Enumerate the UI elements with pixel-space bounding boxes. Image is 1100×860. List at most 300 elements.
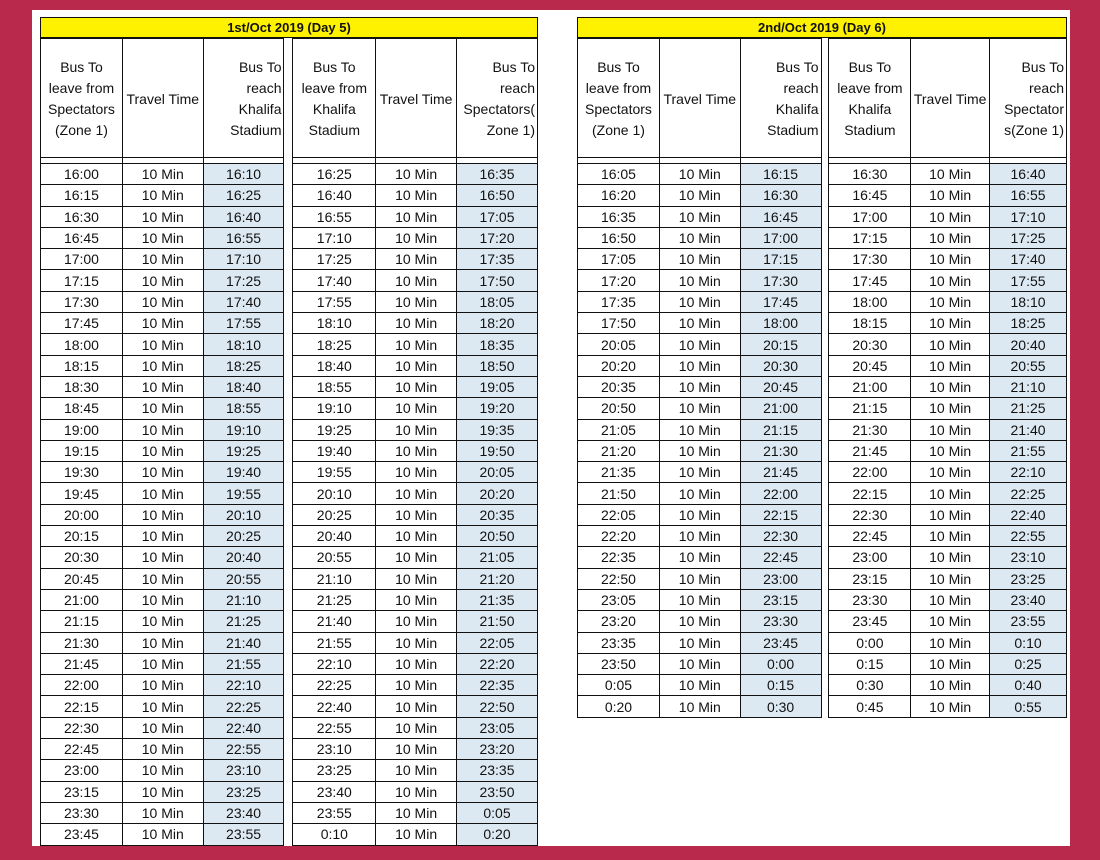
return-travel-time: 10 Min: [911, 504, 990, 525]
outbound-depart-time: 22:45: [41, 739, 123, 760]
table-row: [41, 462, 538, 483]
table-row: [41, 653, 538, 674]
outbound-arrive-time: 16:30: [740, 185, 821, 206]
return-arrive-time: 0:10: [990, 632, 1067, 653]
outbound-travel-time: 10 Min: [659, 313, 740, 334]
outbound-depart-time: 16:30: [41, 206, 123, 227]
outbound-travel-time: 10 Min: [122, 291, 203, 312]
outbound-arrive-time: 0:15: [740, 675, 821, 696]
outbound-depart-time: 19:45: [41, 483, 123, 504]
return-travel-time: 10 Min: [376, 802, 457, 823]
return-depart-time: 17:25: [293, 249, 376, 270]
outbound-depart-time: 20:35: [578, 376, 660, 397]
table-row: [578, 483, 1067, 504]
return-travel-time: 10 Min: [376, 717, 457, 738]
table-row: [41, 760, 538, 781]
return-arrive-time: 0:25: [990, 653, 1067, 674]
return-depart-time: 0:45: [829, 696, 911, 717]
return-depart-time: 21:15: [829, 398, 911, 419]
return-arrive-time: 18:10: [990, 291, 1067, 312]
column-gap: [821, 526, 829, 547]
outbound-depart-time: 18:45: [41, 398, 123, 419]
return-depart-time: 19:25: [293, 419, 376, 440]
return-depart-time: 23:15: [829, 568, 911, 589]
outbound-travel-time: 10 Min: [659, 696, 740, 717]
outbound-arrive-time: 21:45: [740, 462, 821, 483]
outbound-depart-time: 17:45: [41, 313, 123, 334]
return-arrive-time: 22:05: [456, 632, 537, 653]
return-arrive-time: 22:50: [456, 696, 537, 717]
header-depart-stadium: Bus To leave from Khalifa Stadium: [293, 39, 376, 158]
column-gap: [284, 483, 293, 504]
table-row: [41, 526, 538, 547]
return-arrive-time: 19:35: [456, 419, 537, 440]
return-depart-time: 18:25: [293, 334, 376, 355]
outbound-depart-time: 16:20: [578, 185, 660, 206]
return-depart-time: 18:55: [293, 376, 376, 397]
return-travel-time: 10 Min: [911, 355, 990, 376]
outbound-depart-time: 22:50: [578, 568, 660, 589]
column-gap: [284, 653, 293, 674]
outbound-travel-time: 10 Min: [122, 568, 203, 589]
outbound-arrive-time: 21:00: [740, 398, 821, 419]
outbound-travel-time: 10 Min: [659, 504, 740, 525]
outbound-travel-time: 10 Min: [659, 568, 740, 589]
outbound-depart-time: 0:05: [578, 675, 660, 696]
table-row: [578, 440, 1067, 461]
return-travel-time: 10 Min: [376, 462, 457, 483]
return-travel-time: 10 Min: [376, 376, 457, 397]
return-arrive-time: 21:40: [990, 419, 1067, 440]
return-arrive-time: 22:20: [456, 653, 537, 674]
table-row: [41, 824, 538, 845]
column-gap: [284, 568, 293, 589]
outbound-travel-time: 10 Min: [122, 547, 203, 568]
outbound-travel-time: 10 Min: [122, 334, 203, 355]
return-arrive-time: 22:35: [456, 675, 537, 696]
return-depart-time: 19:55: [293, 462, 376, 483]
table-row: [578, 547, 1067, 568]
outbound-depart-time: 19:00: [41, 419, 123, 440]
outbound-depart-time: 22:30: [41, 717, 123, 738]
column-gap: [284, 589, 293, 610]
return-travel-time: 10 Min: [376, 249, 457, 270]
header-travel-time: Travel Time: [122, 39, 203, 158]
return-travel-time: 10 Min: [911, 164, 990, 185]
return-travel-time: 10 Min: [911, 291, 990, 312]
schedule-table: [577, 38, 1067, 718]
outbound-depart-time: 18:15: [41, 355, 123, 376]
return-depart-time: 23:45: [829, 611, 911, 632]
return-arrive-time: 23:40: [990, 589, 1067, 610]
column-gap: [821, 185, 829, 206]
column-gap: [284, 739, 293, 760]
column-gap: [821, 206, 829, 227]
column-gap: [284, 802, 293, 823]
outbound-depart-time: 17:20: [578, 270, 660, 291]
table-row: [41, 270, 538, 291]
outbound-travel-time: 10 Min: [659, 547, 740, 568]
table-row: [41, 164, 538, 185]
column-gap: [821, 547, 829, 568]
column-gap: [821, 440, 829, 461]
return-depart-time: 21:40: [293, 611, 376, 632]
outbound-travel-time: 10 Min: [122, 802, 203, 823]
table-row: [41, 334, 538, 355]
outbound-travel-time: 10 Min: [122, 504, 203, 525]
return-arrive-time: 16:50: [456, 185, 537, 206]
outbound-depart-time: 21:30: [41, 632, 123, 653]
header-travel-time: Travel Time: [659, 39, 740, 158]
outbound-depart-time: 17:35: [578, 291, 660, 312]
outbound-travel-time: 10 Min: [659, 355, 740, 376]
outbound-depart-time: 23:35: [578, 632, 660, 653]
return-arrive-time: 19:05: [456, 376, 537, 397]
return-arrive-time: 0:20: [456, 824, 537, 845]
outbound-travel-time: 10 Min: [659, 334, 740, 355]
outbound-depart-time: 17:00: [41, 249, 123, 270]
column-gap: [284, 355, 293, 376]
return-depart-time: 0:30: [829, 675, 911, 696]
table-row: [41, 589, 538, 610]
return-travel-time: 10 Min: [911, 376, 990, 397]
return-arrive-time: 20:35: [456, 504, 537, 525]
outbound-arrive-time: 23:30: [740, 611, 821, 632]
return-depart-time: 19:40: [293, 440, 376, 461]
return-travel-time: 10 Min: [376, 291, 457, 312]
return-depart-time: 16:55: [293, 206, 376, 227]
outbound-travel-time: 10 Min: [659, 291, 740, 312]
return-arrive-time: 16:40: [990, 164, 1067, 185]
column-gap: [284, 760, 293, 781]
column-gap: [284, 696, 293, 717]
outbound-travel-time: 10 Min: [659, 376, 740, 397]
outbound-travel-time: 10 Min: [122, 313, 203, 334]
outbound-travel-time: 10 Min: [122, 739, 203, 760]
return-travel-time: 10 Min: [911, 696, 990, 717]
return-arrive-time: 17:20: [456, 227, 537, 248]
outbound-arrive-time: 19:55: [203, 483, 284, 504]
column-gap: [284, 164, 293, 185]
header-depart-spectators: Bus To leave from Spectators (Zone 1): [578, 39, 660, 158]
outbound-arrive-time: 0:30: [740, 696, 821, 717]
return-arrive-time: 22:10: [990, 462, 1067, 483]
outbound-depart-time: 23:30: [41, 802, 123, 823]
outbound-arrive-time: 23:40: [203, 802, 284, 823]
outbound-travel-time: 10 Min: [659, 270, 740, 291]
return-travel-time: 10 Min: [376, 185, 457, 206]
return-travel-time: 10 Min: [911, 547, 990, 568]
return-arrive-time: 18:05: [456, 291, 537, 312]
return-travel-time: 10 Min: [911, 483, 990, 504]
outbound-depart-time: 16:00: [41, 164, 123, 185]
outbound-depart-time: 23:05: [578, 589, 660, 610]
outbound-travel-time: 10 Min: [659, 589, 740, 610]
return-depart-time: 20:55: [293, 547, 376, 568]
table-row: [578, 589, 1067, 610]
outbound-travel-time: 10 Min: [122, 760, 203, 781]
outbound-travel-time: 10 Min: [122, 611, 203, 632]
column-gap: [284, 717, 293, 738]
outbound-arrive-time: 21:25: [203, 611, 284, 632]
return-depart-time: 22:45: [829, 526, 911, 547]
header-reach-spectators: Bus To reach Spectators( Zone 1): [456, 39, 537, 158]
outbound-travel-time: 10 Min: [122, 589, 203, 610]
return-depart-time: 20:40: [293, 526, 376, 547]
return-arrive-time: 19:20: [456, 398, 537, 419]
outbound-travel-time: 10 Min: [659, 440, 740, 461]
header-travel-time: Travel Time: [911, 39, 990, 158]
return-arrive-time: 17:55: [990, 270, 1067, 291]
return-travel-time: 10 Min: [376, 483, 457, 504]
column-gap: [821, 227, 829, 248]
outbound-travel-time: 10 Min: [122, 781, 203, 802]
table-row: [41, 781, 538, 802]
return-travel-time: 10 Min: [376, 760, 457, 781]
table-row: [578, 632, 1067, 653]
return-arrive-time: 16:55: [990, 185, 1067, 206]
return-arrive-time: 22:55: [990, 526, 1067, 547]
outbound-arrive-time: 22:25: [203, 696, 284, 717]
return-depart-time: 0:00: [829, 632, 911, 653]
outbound-depart-time: 22:20: [578, 526, 660, 547]
outbound-travel-time: 10 Min: [659, 611, 740, 632]
outbound-depart-time: 22:35: [578, 547, 660, 568]
outbound-arrive-time: 22:40: [203, 717, 284, 738]
outbound-depart-time: 20:00: [41, 504, 123, 525]
outbound-arrive-time: 23:10: [203, 760, 284, 781]
outbound-depart-time: 21:05: [578, 419, 660, 440]
outbound-arrive-time: 17:15: [740, 249, 821, 270]
outbound-depart-time: 21:50: [578, 483, 660, 504]
return-depart-time: 17:55: [293, 291, 376, 312]
column-gap: [284, 419, 293, 440]
table-row: [41, 696, 538, 717]
column-gap: [284, 824, 293, 845]
return-depart-time: 20:25: [293, 504, 376, 525]
table-row: [578, 696, 1067, 717]
return-travel-time: 10 Min: [911, 270, 990, 291]
return-travel-time: 10 Min: [911, 675, 990, 696]
table-row: [578, 313, 1067, 334]
return-travel-time: 10 Min: [911, 227, 990, 248]
day-title: 1st/Oct 2019 (Day 5): [40, 17, 538, 38]
return-depart-time: 20:30: [829, 334, 911, 355]
outbound-depart-time: 18:00: [41, 334, 123, 355]
return-depart-time: 23:00: [829, 547, 911, 568]
outbound-arrive-time: 21:40: [203, 632, 284, 653]
outbound-travel-time: 10 Min: [122, 206, 203, 227]
outbound-depart-time: 19:15: [41, 440, 123, 461]
column-gap: [284, 675, 293, 696]
outbound-arrive-time: 17:40: [203, 291, 284, 312]
column-gap: [284, 270, 293, 291]
outbound-arrive-time: 22:55: [203, 739, 284, 760]
column-gap: [284, 462, 293, 483]
outbound-arrive-time: 20:40: [203, 547, 284, 568]
return-travel-time: 10 Min: [911, 334, 990, 355]
return-arrive-time: 0:40: [990, 675, 1067, 696]
outbound-arrive-time: 23:25: [203, 781, 284, 802]
return-depart-time: 23:30: [829, 589, 911, 610]
return-travel-time: 10 Min: [376, 653, 457, 674]
return-travel-time: 10 Min: [911, 313, 990, 334]
table-row: [578, 355, 1067, 376]
table-row: [41, 675, 538, 696]
return-arrive-time: 18:20: [456, 313, 537, 334]
outbound-arrive-time: 18:25: [203, 355, 284, 376]
outbound-arrive-time: 18:55: [203, 398, 284, 419]
outbound-depart-time: 19:30: [41, 462, 123, 483]
table-row: [578, 611, 1067, 632]
outbound-depart-time: 22:00: [41, 675, 123, 696]
return-travel-time: 10 Min: [376, 781, 457, 802]
table-row: [578, 227, 1067, 248]
outbound-travel-time: 10 Min: [122, 227, 203, 248]
table-row: [41, 291, 538, 312]
column-gap: [284, 526, 293, 547]
return-depart-time: 23:25: [293, 760, 376, 781]
column-gap: [821, 504, 829, 525]
outbound-arrive-time: 16:15: [740, 164, 821, 185]
table-row: [578, 185, 1067, 206]
outbound-depart-time: 17:30: [41, 291, 123, 312]
column-gap: [821, 632, 829, 653]
outbound-arrive-time: 22:30: [740, 526, 821, 547]
outbound-depart-time: 16:50: [578, 227, 660, 248]
column-gap: [284, 227, 293, 248]
outbound-arrive-time: 22:15: [740, 504, 821, 525]
table-row: [41, 313, 538, 334]
return-travel-time: 10 Min: [376, 589, 457, 610]
table-row: [41, 376, 538, 397]
return-depart-time: 16:40: [293, 185, 376, 206]
table-row: [41, 802, 538, 823]
return-travel-time: 10 Min: [911, 526, 990, 547]
table-row: [41, 419, 538, 440]
return-travel-time: 10 Min: [376, 313, 457, 334]
return-travel-time: 10 Min: [376, 504, 457, 525]
return-depart-time: 21:55: [293, 632, 376, 653]
outbound-travel-time: 10 Min: [122, 355, 203, 376]
table-row: [578, 675, 1067, 696]
outbound-arrive-time: 16:40: [203, 206, 284, 227]
return-travel-time: 10 Min: [376, 526, 457, 547]
outbound-arrive-time: 16:55: [203, 227, 284, 248]
outbound-travel-time: 10 Min: [122, 440, 203, 461]
return-arrive-time: 20:40: [990, 334, 1067, 355]
return-travel-time: 10 Min: [376, 440, 457, 461]
return-depart-time: 20:45: [829, 355, 911, 376]
outbound-depart-time: 20:15: [41, 526, 123, 547]
column-gap: [821, 696, 829, 717]
outbound-travel-time: 10 Min: [659, 227, 740, 248]
column-gap: [821, 653, 829, 674]
return-depart-time: 22:00: [829, 462, 911, 483]
return-travel-time: 10 Min: [911, 249, 990, 270]
return-travel-time: 10 Min: [911, 185, 990, 206]
outbound-arrive-time: 17:25: [203, 270, 284, 291]
return-depart-time: 16:30: [829, 164, 911, 185]
header-travel-time: Travel Time: [376, 39, 457, 158]
outbound-travel-time: 10 Min: [122, 398, 203, 419]
return-depart-time: 17:30: [829, 249, 911, 270]
outbound-arrive-time: 21:30: [740, 440, 821, 461]
return-depart-time: 22:10: [293, 653, 376, 674]
column-gap: [284, 313, 293, 334]
outbound-arrive-time: 19:10: [203, 419, 284, 440]
table-row: [41, 206, 538, 227]
table-row: [41, 717, 538, 738]
column-gap: [821, 419, 829, 440]
table-row: [41, 504, 538, 525]
outbound-travel-time: 10 Min: [122, 462, 203, 483]
outbound-arrive-time: 17:10: [203, 249, 284, 270]
return-travel-time: 10 Min: [376, 547, 457, 568]
header-depart-spectators: Bus To leave from Spectators (Zone 1): [41, 39, 123, 158]
outbound-travel-time: 10 Min: [122, 164, 203, 185]
outbound-arrive-time: 18:00: [740, 313, 821, 334]
column-gap: [821, 313, 829, 334]
return-travel-time: 10 Min: [911, 419, 990, 440]
return-travel-time: 10 Min: [376, 675, 457, 696]
return-travel-time: 10 Min: [911, 632, 990, 653]
return-depart-time: 23:40: [293, 781, 376, 802]
outbound-arrive-time: 17:00: [740, 227, 821, 248]
return-arrive-time: 20:55: [990, 355, 1067, 376]
outbound-depart-time: 17:50: [578, 313, 660, 334]
outbound-arrive-time: 20:15: [740, 334, 821, 355]
outbound-travel-time: 10 Min: [659, 483, 740, 504]
table-row: [41, 355, 538, 376]
outbound-arrive-time: 17:30: [740, 270, 821, 291]
outbound-arrive-time: 20:25: [203, 526, 284, 547]
column-gap: [284, 249, 293, 270]
table-row: [578, 568, 1067, 589]
outbound-depart-time: 17:05: [578, 249, 660, 270]
return-travel-time: 10 Min: [376, 568, 457, 589]
outbound-arrive-time: 23:15: [740, 589, 821, 610]
return-arrive-time: 20:05: [456, 462, 537, 483]
return-arrive-time: 21:25: [990, 398, 1067, 419]
column-gap: [821, 675, 829, 696]
outbound-depart-time: 20:50: [578, 398, 660, 419]
return-arrive-time: 0:55: [990, 696, 1067, 717]
return-depart-time: 22:40: [293, 696, 376, 717]
table-row: [578, 462, 1067, 483]
outbound-depart-time: 23:00: [41, 760, 123, 781]
return-travel-time: 10 Min: [911, 568, 990, 589]
outbound-travel-time: 10 Min: [659, 164, 740, 185]
return-depart-time: 21:30: [829, 419, 911, 440]
outbound-arrive-time: 16:45: [740, 206, 821, 227]
outbound-depart-time: 20:45: [41, 568, 123, 589]
outbound-travel-time: 10 Min: [122, 675, 203, 696]
return-depart-time: 18:00: [829, 291, 911, 312]
table-row: [41, 547, 538, 568]
column-gap: [284, 206, 293, 227]
return-depart-time: 21:25: [293, 589, 376, 610]
table-row: [41, 440, 538, 461]
column-gap: [284, 504, 293, 525]
return-travel-time: 10 Min: [376, 696, 457, 717]
return-travel-time: 10 Min: [376, 632, 457, 653]
outbound-arrive-time: 18:10: [203, 334, 284, 355]
outbound-travel-time: 10 Min: [122, 824, 203, 845]
return-depart-time: 17:00: [829, 206, 911, 227]
day-title: 2nd/Oct 2019 (Day 6): [577, 17, 1067, 38]
outbound-travel-time: 10 Min: [659, 675, 740, 696]
